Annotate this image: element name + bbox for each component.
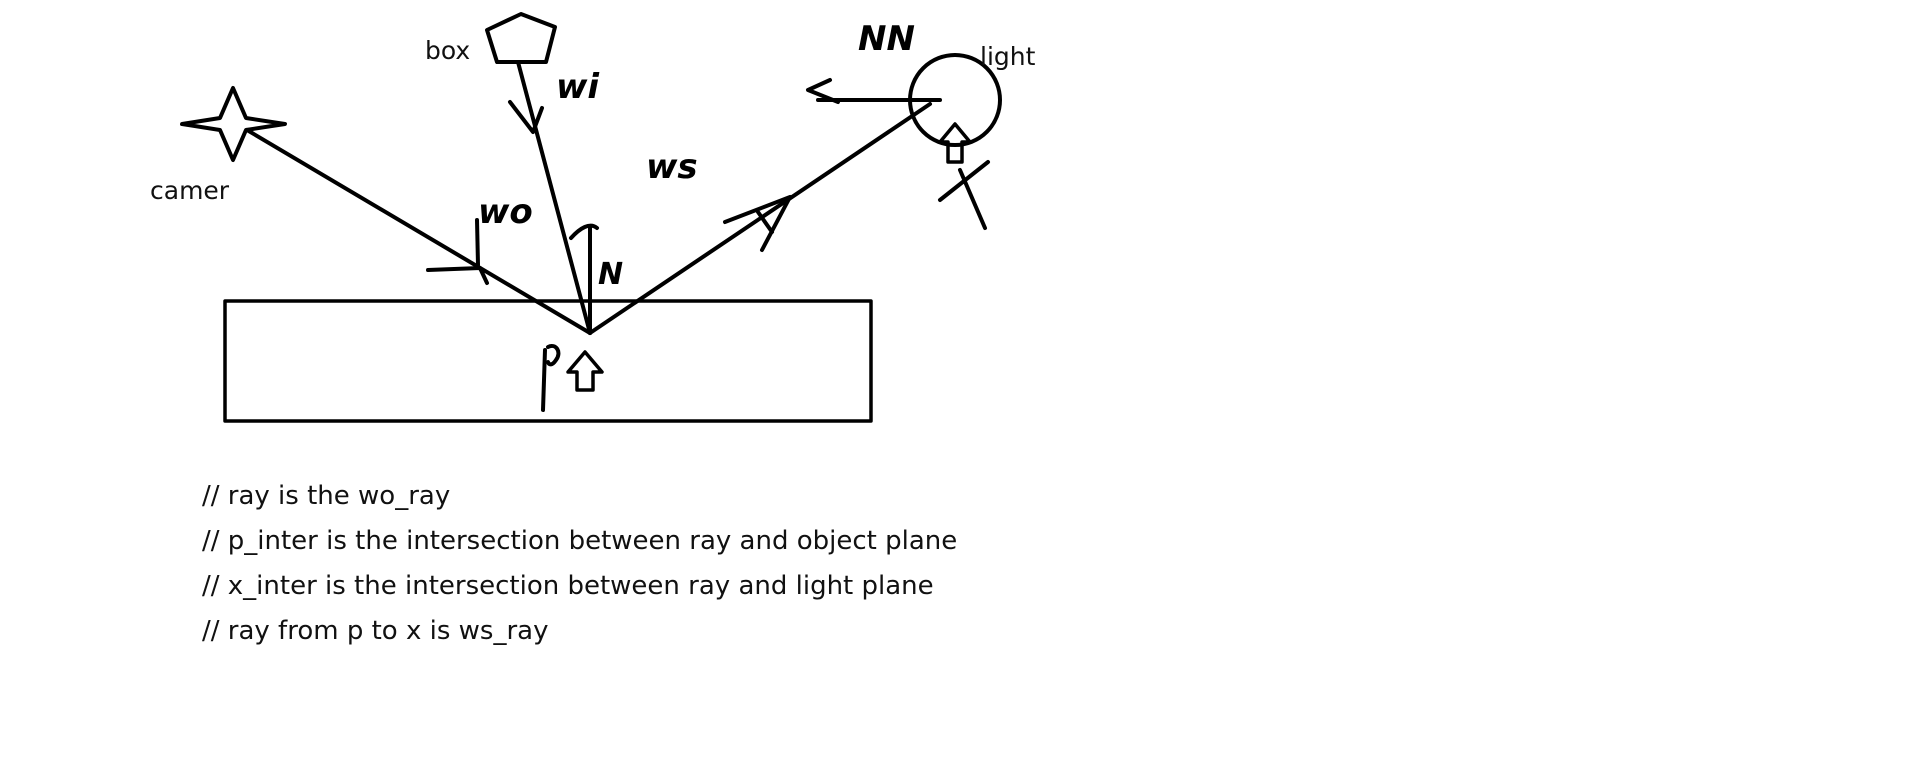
camera-icon — [182, 88, 285, 160]
ws-label: ws — [646, 147, 698, 187]
normal-n-label: N — [598, 257, 624, 292]
light-label: light — [980, 42, 1036, 71]
p-label: P — [520, 360, 522, 362]
note-line: // ray from p to x is ws_ray — [202, 616, 549, 646]
note-line: // p_inter is the intersection between ray and object plane — [202, 526, 958, 556]
p-mark-icon — [543, 346, 558, 410]
normal-nn-label: NN — [858, 19, 915, 59]
box-icon — [487, 14, 555, 62]
wo-arrow-icon — [428, 268, 487, 283]
notes-list — [202, 474, 957, 654]
normal-n-arc-icon — [571, 226, 597, 238]
camera-label: camer — [150, 176, 230, 205]
note-line: // x_inter is the intersection between ray and light plane — [202, 571, 934, 601]
note-line: // ray is the wo_ray — [202, 481, 451, 511]
ws-ray — [590, 104, 930, 333]
p-up-arrow-icon — [568, 352, 602, 390]
x-label: X — [1000, 210, 1002, 212]
box-label: box — [425, 36, 471, 65]
x-mark-icon — [940, 162, 988, 228]
wo-label: wo — [478, 192, 533, 232]
wi-label: wi — [556, 67, 600, 107]
